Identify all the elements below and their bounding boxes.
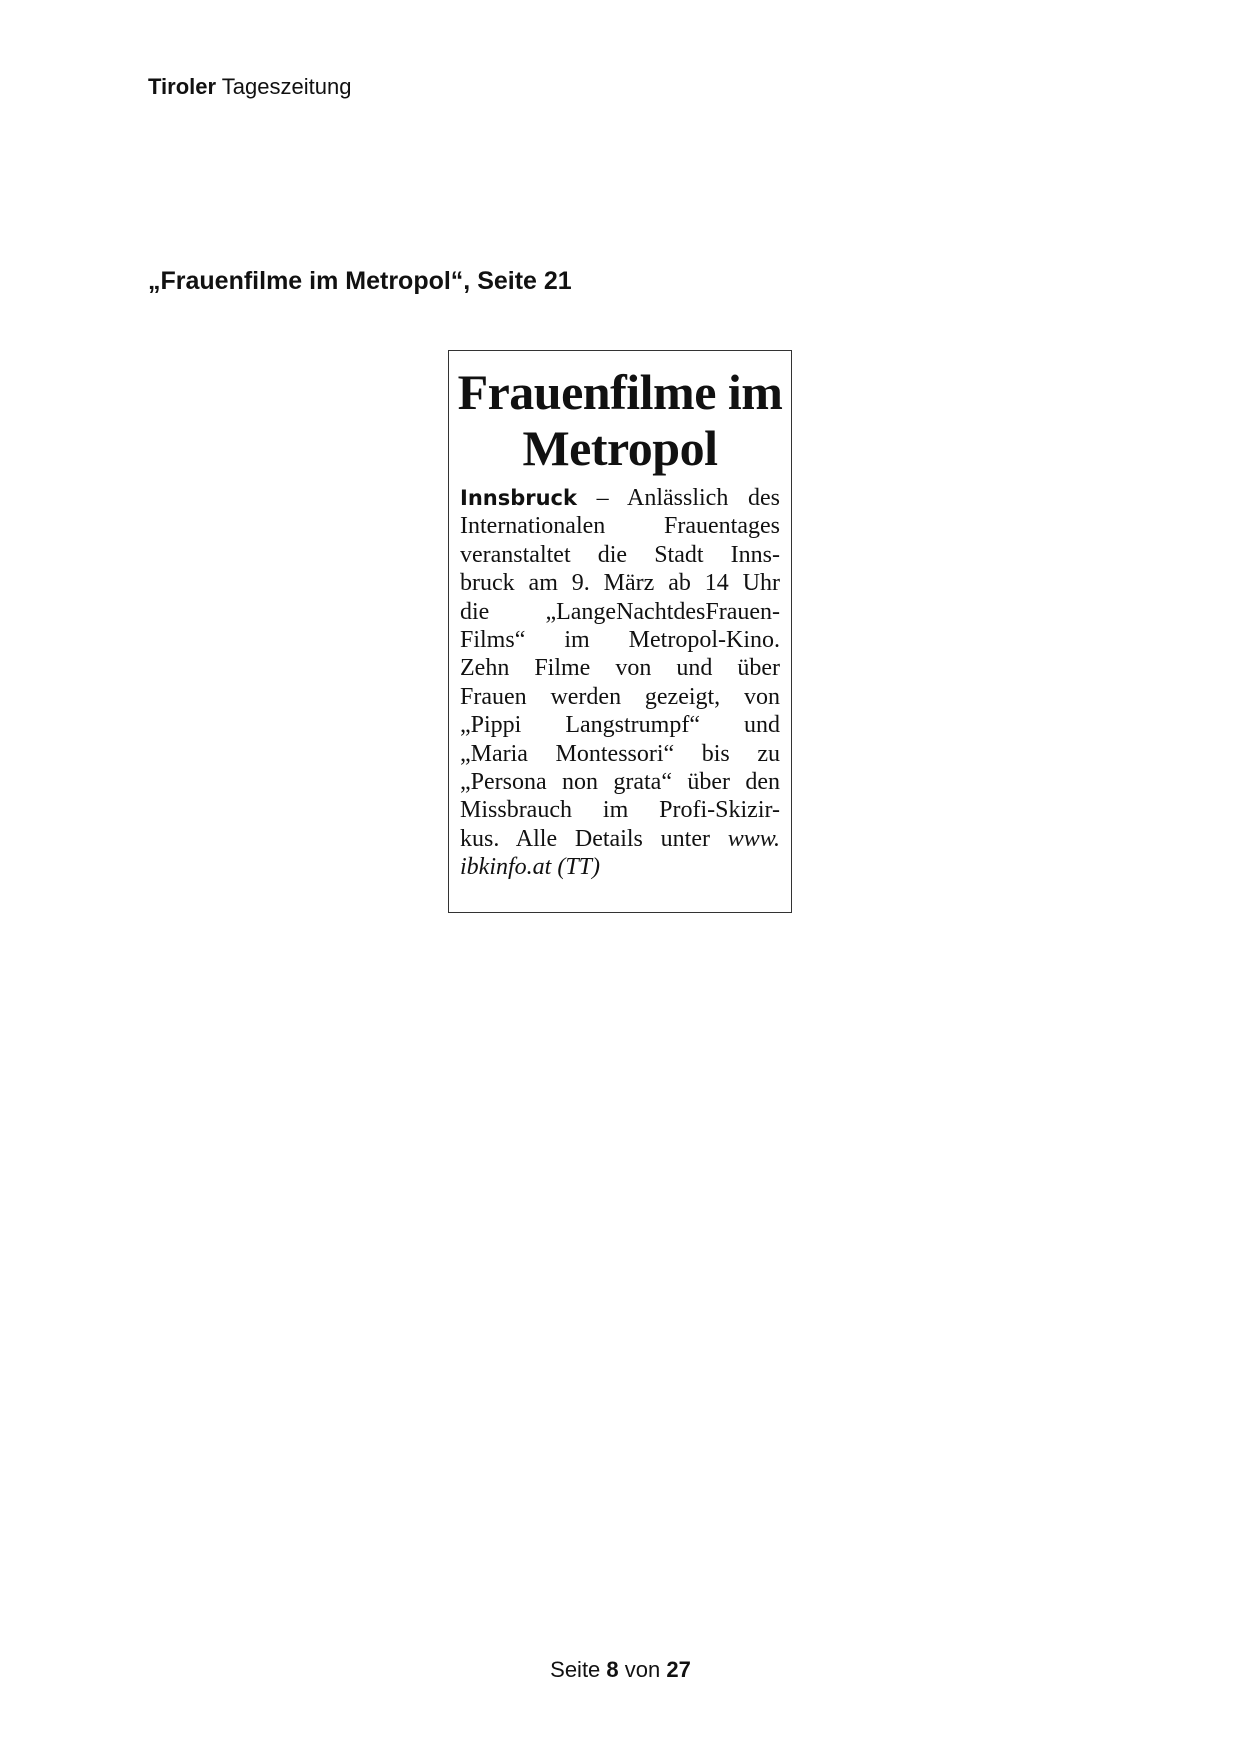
clipping-body-line: bruck am 9. März ab 14 Uhr (460, 570, 780, 597)
clipping-url-part-2: ibkinfo.at (TT) (460, 854, 601, 881)
clipping-body-line (460, 484, 780, 512)
clipping-dateline: Innsbruck (460, 486, 577, 510)
clipping-body-text: kus. Alle Details unter (460, 825, 728, 852)
page-footer (0, 1657, 1241, 1683)
clipping-body-line: Internationalen Frauentages (460, 513, 780, 540)
clipping-url-part-1: www. (727, 825, 780, 852)
clipping-body-line: Zehn Filme von und über (460, 655, 780, 682)
clipping-headline-line-2: Metropol (522, 420, 718, 476)
clipping-body-line (460, 853, 780, 881)
publication-header (148, 74, 351, 100)
publication-name-bold: Tiroler (148, 74, 217, 99)
publication-name-rest: Tageszeitung (221, 74, 352, 99)
footer-middle: von (618, 1657, 667, 1682)
clipping-body-line: veranstaltet die Stadt Inns- (460, 541, 780, 568)
clipping-body-line (460, 825, 780, 853)
clipping-headline (449, 364, 791, 476)
clipping-body-line: Missbrauch im Profi-Skizir- (460, 797, 780, 824)
clipping-body-line: Frauen werden gezeigt, von (460, 683, 780, 710)
clipping-body-line: „Pippi Langstrumpf“ und (460, 712, 780, 739)
clipping-body-line: Films“ im Metropol-Kino. (460, 627, 780, 654)
clipping-body-line: „Persona non grata“ über den (460, 769, 780, 796)
footer-prefix: Seite (550, 1657, 607, 1682)
footer-total-pages: 27 (666, 1657, 691, 1682)
clipping-body (460, 484, 780, 882)
clipping-headline-line-1: Frauenfilme im (457, 364, 783, 420)
clipping-body-line: „Maria Montessori“ bis zu (460, 740, 780, 767)
clipping-body-line: die „LangeNachtdesFrauen- (460, 598, 780, 625)
article-reference-title: „Frauenfilme im Metropol“, Seite 21 (148, 267, 572, 295)
clipping-body-text: – Anlässlich des (576, 485, 780, 511)
footer-current-page: 8 (606, 1657, 619, 1682)
newspaper-clipping (448, 350, 792, 913)
